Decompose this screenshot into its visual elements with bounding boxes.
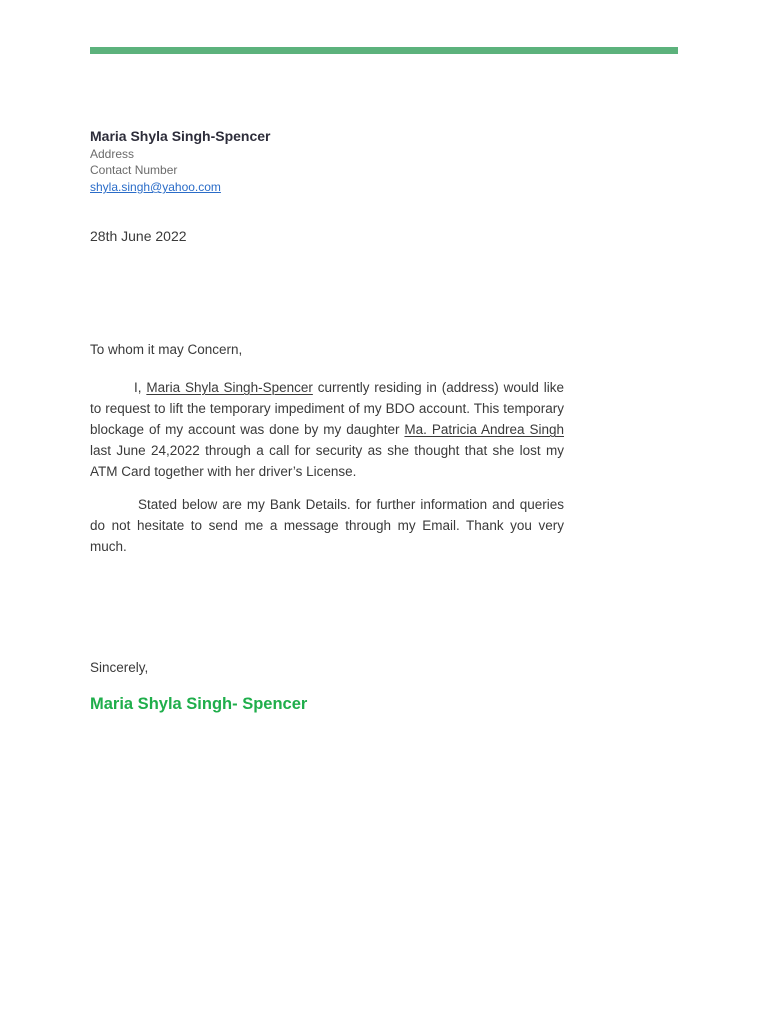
- salutation: To whom it may Concern,: [90, 342, 243, 357]
- sender-address: Address: [90, 147, 135, 161]
- paragraph1-suffix: last June 24,2022 through a call for security as she thought that she lost my ATM Card together with her driver’s License.: [90, 443, 564, 479]
- paragraph1-prefix: I,: [134, 380, 147, 395]
- daughter-name-reference: Ma. Patricia Andrea Singh: [404, 422, 565, 437]
- body-paragraph-1: [90, 377, 564, 482]
- header-accent-bar: [90, 47, 678, 54]
- paragraph1-middle: currently residing in (address) would like to request to lift the temporary impediment of my BDO account. This temporary blockage of my account was done by my daughter: [90, 380, 564, 437]
- sender-email-link[interactable]: shyla.singh@yahoo.com: [90, 180, 221, 194]
- closing: Sincerely,: [90, 660, 149, 675]
- sender-block: [90, 127, 490, 196]
- sender-contact-number: Contact Number: [90, 162, 178, 177]
- signature-name: Maria Shyla Singh- Spencer: [90, 695, 308, 713]
- sender-name: Maria Shyla Singh-Spencer: [90, 128, 271, 144]
- sender-name-reference: Maria Shyla Singh-Spencer: [146, 380, 313, 395]
- body-paragraph-2: Stated below are my Bank Details. for further information and queries do not hesitate to send me a message through my Email. Thank you very much.: [90, 497, 564, 554]
- letter-date: 28th June 2022: [90, 228, 187, 244]
